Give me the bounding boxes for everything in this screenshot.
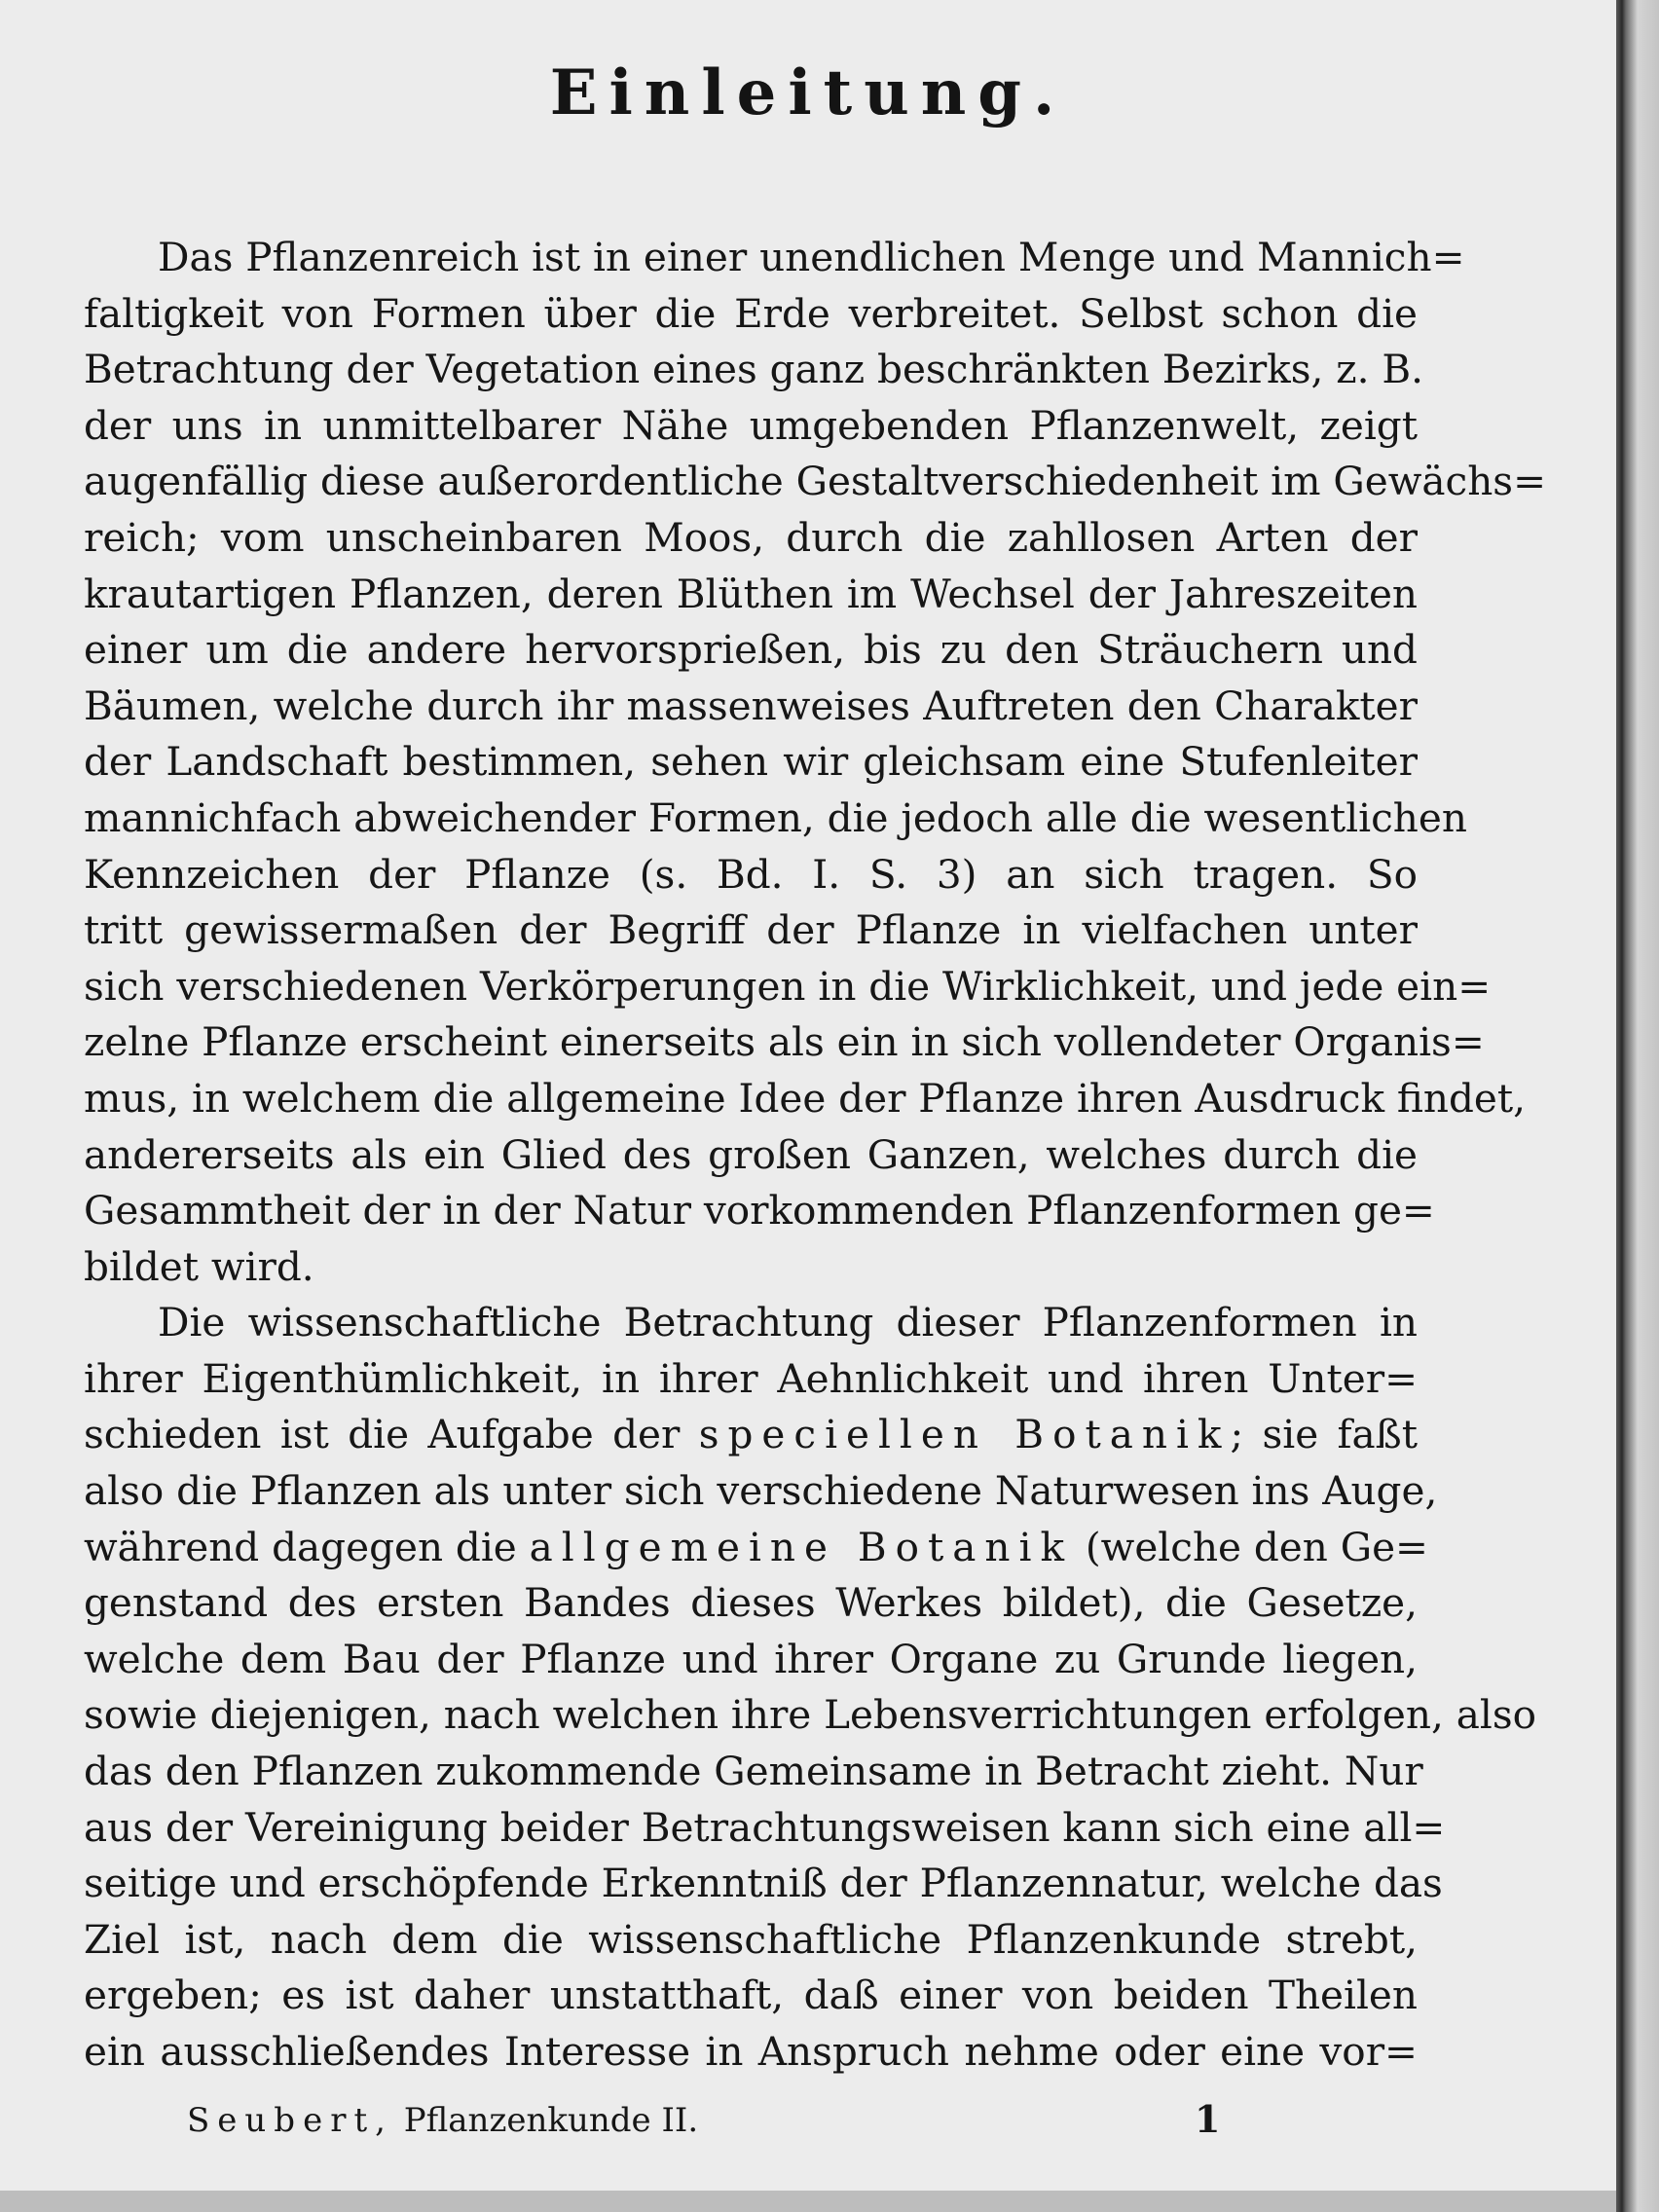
text-line: das den Pflanzen zukommende Gemeinsame in Betracht zieht. Nur [84,1748,1423,1795]
page-number: 1 [1195,2097,1221,2141]
text-line: Betrachtung der Vegetation eines ganz beschränkten Bezirks, z. B. [84,346,1423,393]
text-segment: schieden ist die Aufgabe der [84,1411,681,1458]
text-segment: während dagegen die [84,1523,517,1570]
paragraph-2 [84,1295,1536,2080]
text-line: zelne Pflanze erscheint einerseits als ein in sich vollendeter Organis= [84,1018,1485,1066]
text-line: genstand des ersten Bandes dieses Werkes bildet), die Gesetze, [84,1579,1418,1627]
text-line: Ziel ist, nach dem die wissenschaftliche Pflanzenkunde strebt, [84,1915,1418,1963]
chapter-title: Einleitung. [549,56,1067,129]
text-line: augenfällig diese außerordentliche Gestaltverschiedenheit im Gewächs= [84,458,1547,505]
text-line: aus der Vereinigung beider Betrachtungsweisen kann sich eine all= [84,1803,1446,1851]
text-line: faltigkeit von Formen über die Erde verbreitet. Selbst schon die [84,289,1418,337]
text-segment: ; sie faßt [1230,1411,1419,1458]
page-footer [187,2097,1221,2141]
body-text [84,230,1547,2081]
text-line [84,1407,1418,1463]
text-line: seitige und erschöpfende Erkenntniß der Pflanzennatur, welche das [84,1860,1443,1907]
text-line: Die wissenschaftliche Betrachtung dieser Pflanzenformen in [158,1299,1418,1346]
text-line: reich; vom unscheinbaren Moos, durch die zahllosen Arten der [84,513,1418,561]
text-line: mus, in welchem die allgemeine Idee der Pflanze ihren Ausdruck findet, [84,1074,1527,1122]
text-line: krautartigen Pflanzen, deren Blüthen im Wechsel der Jahreszeiten [84,570,1418,617]
text-line: der Landschaft bestimmen, sehen wir gleichsam eine Stufenleiter [84,738,1418,786]
footer-book-title: Pflanzenkunde II. [403,2101,699,2140]
text-line: ihrer Eigenthümlichkeit, in ihrer Aehnlichkeit und ihren Unter= [84,1354,1418,1402]
text-segment: (welche den Ge= [1085,1523,1428,1570]
emphasized-term: speciellen Botanik [698,1411,1231,1458]
text-line: tritt gewissermaßen der Begriff der Pflanze in vielfachen unter [84,906,1418,954]
text-line: ergeben; es ist daher unstatthaft, daß einer von beiden Theilen [84,1972,1418,2019]
text-line: Kennzeichen der Pflanze (s. Bd. I. S. 3) an sich tragen. So [84,850,1418,898]
text-line: Bäumen, welche durch ihr massenweises Auftreten den Charakter [84,682,1418,729]
text-line: ein ausschließendes Interesse in Anspruch nehme oder eine vor= [84,2028,1418,2075]
text-line: sowie diejenigen, nach welchen ihre Lebensverrichtungen erfolgen, also [84,1691,1536,1739]
scan-bottom-margin [0,2191,1616,2212]
page-edge-shadow [1616,0,1659,2212]
text-line: also die Pflanzen als unter sich verschiedene Naturwesen ins Auge, [84,1467,1438,1515]
text-line: Das Pflanzenreich ist in einer unendlichen Menge und Mannich= [158,234,1465,280]
emphasized-term: allgemeine Botanik [529,1523,1073,1570]
footer-author: Seubert, [187,2101,393,2140]
paragraph-1 [84,230,1547,1295]
text-line: sich verschiedenen Verkörperungen in die Wirklichkeit, und jede ein= [84,962,1492,1010]
text-line: einer um die andere hervorsprießen, bis zu den Sträuchern und [84,626,1418,674]
text-line: mannichfach abweichender Formen, die jedoch alle die wesentlichen [84,793,1467,841]
text-line [84,1520,1428,1576]
text-line: welche dem Bau der Pflanze und ihrer Organe zu Grunde liegen, [84,1635,1418,1682]
text-line: andererseits als ein Glied des großen Ganzen, welches durch die [84,1130,1418,1178]
text-line: Gesammtheit der in der Natur vorkommenden Pflanzenformen ge= [84,1187,1435,1235]
text-line: bildet wird. [84,1242,314,1290]
text-line: der uns in unmittelbarer Nähe umgebenden Pflanzenwelt, zeigt [84,401,1418,449]
